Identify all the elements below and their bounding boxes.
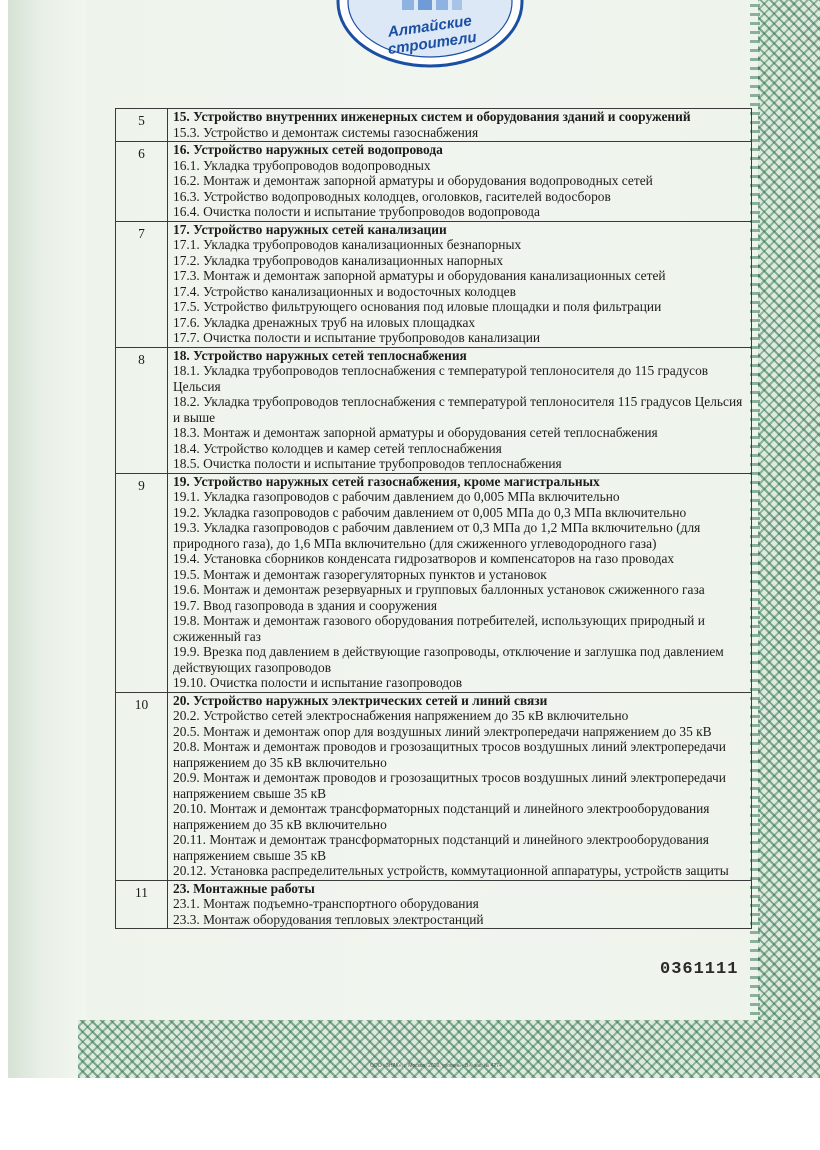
work-item: 20.2. Устройство сетей электроснабжения напряжением до 35 кВ включительно <box>173 708 629 723</box>
work-item: 19.5. Монтаж и демонтаж газорегуляторных пунктов и установок <box>173 566 547 582</box>
work-item: 19.8. Монтаж и демонтаж газового оборудования потребителей, использующих природный и сжиженный газ <box>173 613 705 644</box>
row-content <box>168 221 752 347</box>
row-content <box>168 347 752 473</box>
work-item: 18.2. Укладка трубопроводов теплоснабжения с температурой теплоносителя 115 градусов Цельсия и выше <box>173 394 743 425</box>
work-item: 20.12. Установка распределительных устройств, коммутационной аппаратуры, устройств защиты <box>173 863 729 878</box>
logo-text: Алтайские строители <box>386 12 478 59</box>
works-table <box>115 108 752 929</box>
work-item: 20.10. Монтаж и демонтаж трансформаторных подстанций и линейного электрооборудования напряжением до 35 кВ включительно <box>173 801 710 832</box>
table-row <box>116 221 752 347</box>
work-item: 19.7. Ввод газопровода в здания и сооружения <box>173 597 438 613</box>
row-content <box>168 880 752 929</box>
work-group-title: 20. Устройство наружных электрических сетей и линий связи <box>173 692 548 708</box>
row-content <box>168 142 752 222</box>
row-content <box>168 692 752 880</box>
work-group-title: 19. Устройство наружных сетей газоснабжения, кроме магистральных <box>173 473 600 489</box>
work-group-title: 23. Монтажные работы <box>173 880 315 896</box>
work-item: 20.9. Монтаж и демонтаж проводов и грозозащитных тросов воздушных линий электропередачи напряжением свыше 35 кВ <box>173 770 726 801</box>
row-number: 11 <box>116 880 168 929</box>
printer-imprint: ООО «ЗНАК», г. Москва, 2010, уровень «В», зак. № 4274 <box>370 1063 502 1069</box>
work-item: 19.1. Укладка газопроводов с рабочим давлением до 0,005 МПа включительно <box>173 489 620 504</box>
work-item: 15.3. Устройство и демонтаж системы газоснабжения <box>173 124 479 140</box>
work-group-title: 18. Устройство наружных сетей теплоснабжения <box>173 347 467 363</box>
work-item: 18.1. Укладка трубопроводов теплоснабжения с температурой теплоносителя до 115 градусов Цельсия <box>173 363 709 394</box>
table-row <box>116 109 752 142</box>
work-item: 17.1. Укладка трубопроводов канализационных безнапорных <box>173 237 522 252</box>
table-row <box>116 473 752 692</box>
work-group-title: 15. Устройство внутренних инженерных систем и оборудования зданий и сооружений <box>173 109 691 124</box>
work-group-title: 16. Устройство наружных сетей водопровода <box>173 142 443 157</box>
work-item: 16.2. Монтаж и демонтаж запорной арматуры и оборудования водопроводных сетей <box>173 173 653 188</box>
work-item: 18.5. Очистка полости и испытание трубопроводов теплоснабжения <box>173 456 562 471</box>
work-item: 20.8. Монтаж и демонтаж проводов и грозозащитных тросов воздушных линий электропередачи напряжением до 35 кВ включительно <box>173 739 726 770</box>
guilloche-border-bottom <box>78 1020 820 1078</box>
work-item: 19.6. Монтаж и демонтаж резервуарных и групповых баллонных установок сжиженного газа <box>173 582 705 597</box>
work-item: 20.11. Монтаж и демонтаж трансформаторных подстанций и линейного электрооборудования напряжением свыше 35 кВ <box>173 832 709 863</box>
row-number: 7 <box>116 221 168 347</box>
table-row <box>116 880 752 929</box>
work-item: 18.4. Устройство колодцев и камер сетей теплоснабжения <box>173 440 502 456</box>
row-content <box>168 473 752 692</box>
row-content <box>168 109 752 142</box>
work-item: 19.10. Очистка полости и испытание газопроводов <box>173 675 463 690</box>
work-item: 23.1. Монтаж подъемно-транспортного оборудования <box>173 896 479 911</box>
work-item: 19.3. Укладка газопроводов с рабочим давлением от 0,3 МПа до 1,2 МПа включительно (для природного газа), до 1,6 МПа включительно (для сжиженного углеводородного газа) <box>173 520 701 551</box>
work-item: 16.3. Устройство водопроводных колодцев, оголовков, гасителей водосборов <box>173 188 611 204</box>
table-row <box>116 142 752 222</box>
row-number: 9 <box>116 473 168 692</box>
table-row <box>116 347 752 473</box>
work-item: 23.3. Монтаж оборудования тепловых электростанций <box>173 911 484 927</box>
work-item: 17.4. Устройство канализационных и водосточных колодцев <box>173 283 516 299</box>
guilloche-border-right <box>758 0 820 1078</box>
row-number: 10 <box>116 692 168 880</box>
work-item: 17.3. Монтаж и демонтаж запорной арматуры и оборудования канализационных сетей <box>173 268 666 283</box>
work-item: 18.3. Монтаж и демонтаж запорной арматуры и оборудования сетей теплоснабжения <box>173 425 658 440</box>
work-item: 16.4. Очистка полости и испытание трубопроводов водопровода <box>173 204 540 219</box>
work-group-title: 17. Устройство наружных сетей канализации <box>173 221 447 237</box>
row-number: 5 <box>116 109 168 142</box>
work-item: 16.1. Укладка трубопроводов водопроводных <box>173 157 431 173</box>
work-item: 17.6. Укладка дренажных труб на иловых площадках <box>173 314 476 330</box>
work-item: 17.2. Укладка трубопроводов канализационных напорных <box>173 252 504 268</box>
row-number: 8 <box>116 347 168 473</box>
serial-number: 0361111 <box>660 960 739 979</box>
work-item: 19.2. Укладка газопроводов с рабочим давлением от 0,005 МПа до 0,3 МПа включительно <box>173 504 687 520</box>
work-item: 17.5. Устройство фильтрующего основания под иловые площадки и поля фильтрации <box>173 299 662 314</box>
work-item: 19.9. Врезка под давлением в действующие газопроводы, отключение и заглушка под давлением действующих газопроводов <box>173 644 724 675</box>
work-item: 17.7. Очистка полости и испытание трубопроводов канализации <box>173 330 541 345</box>
table-row <box>116 692 752 880</box>
work-item: 19.4. Установка сборников конденсата гидрозатворов и компенсаторов на газо проводах <box>173 551 675 566</box>
work-item: 20.5. Монтаж и демонтаж опор для воздушных линий электропередачи напряжением до 35 кВ <box>173 723 712 739</box>
row-number: 6 <box>116 142 168 222</box>
page-fold-shadow <box>8 0 86 1078</box>
